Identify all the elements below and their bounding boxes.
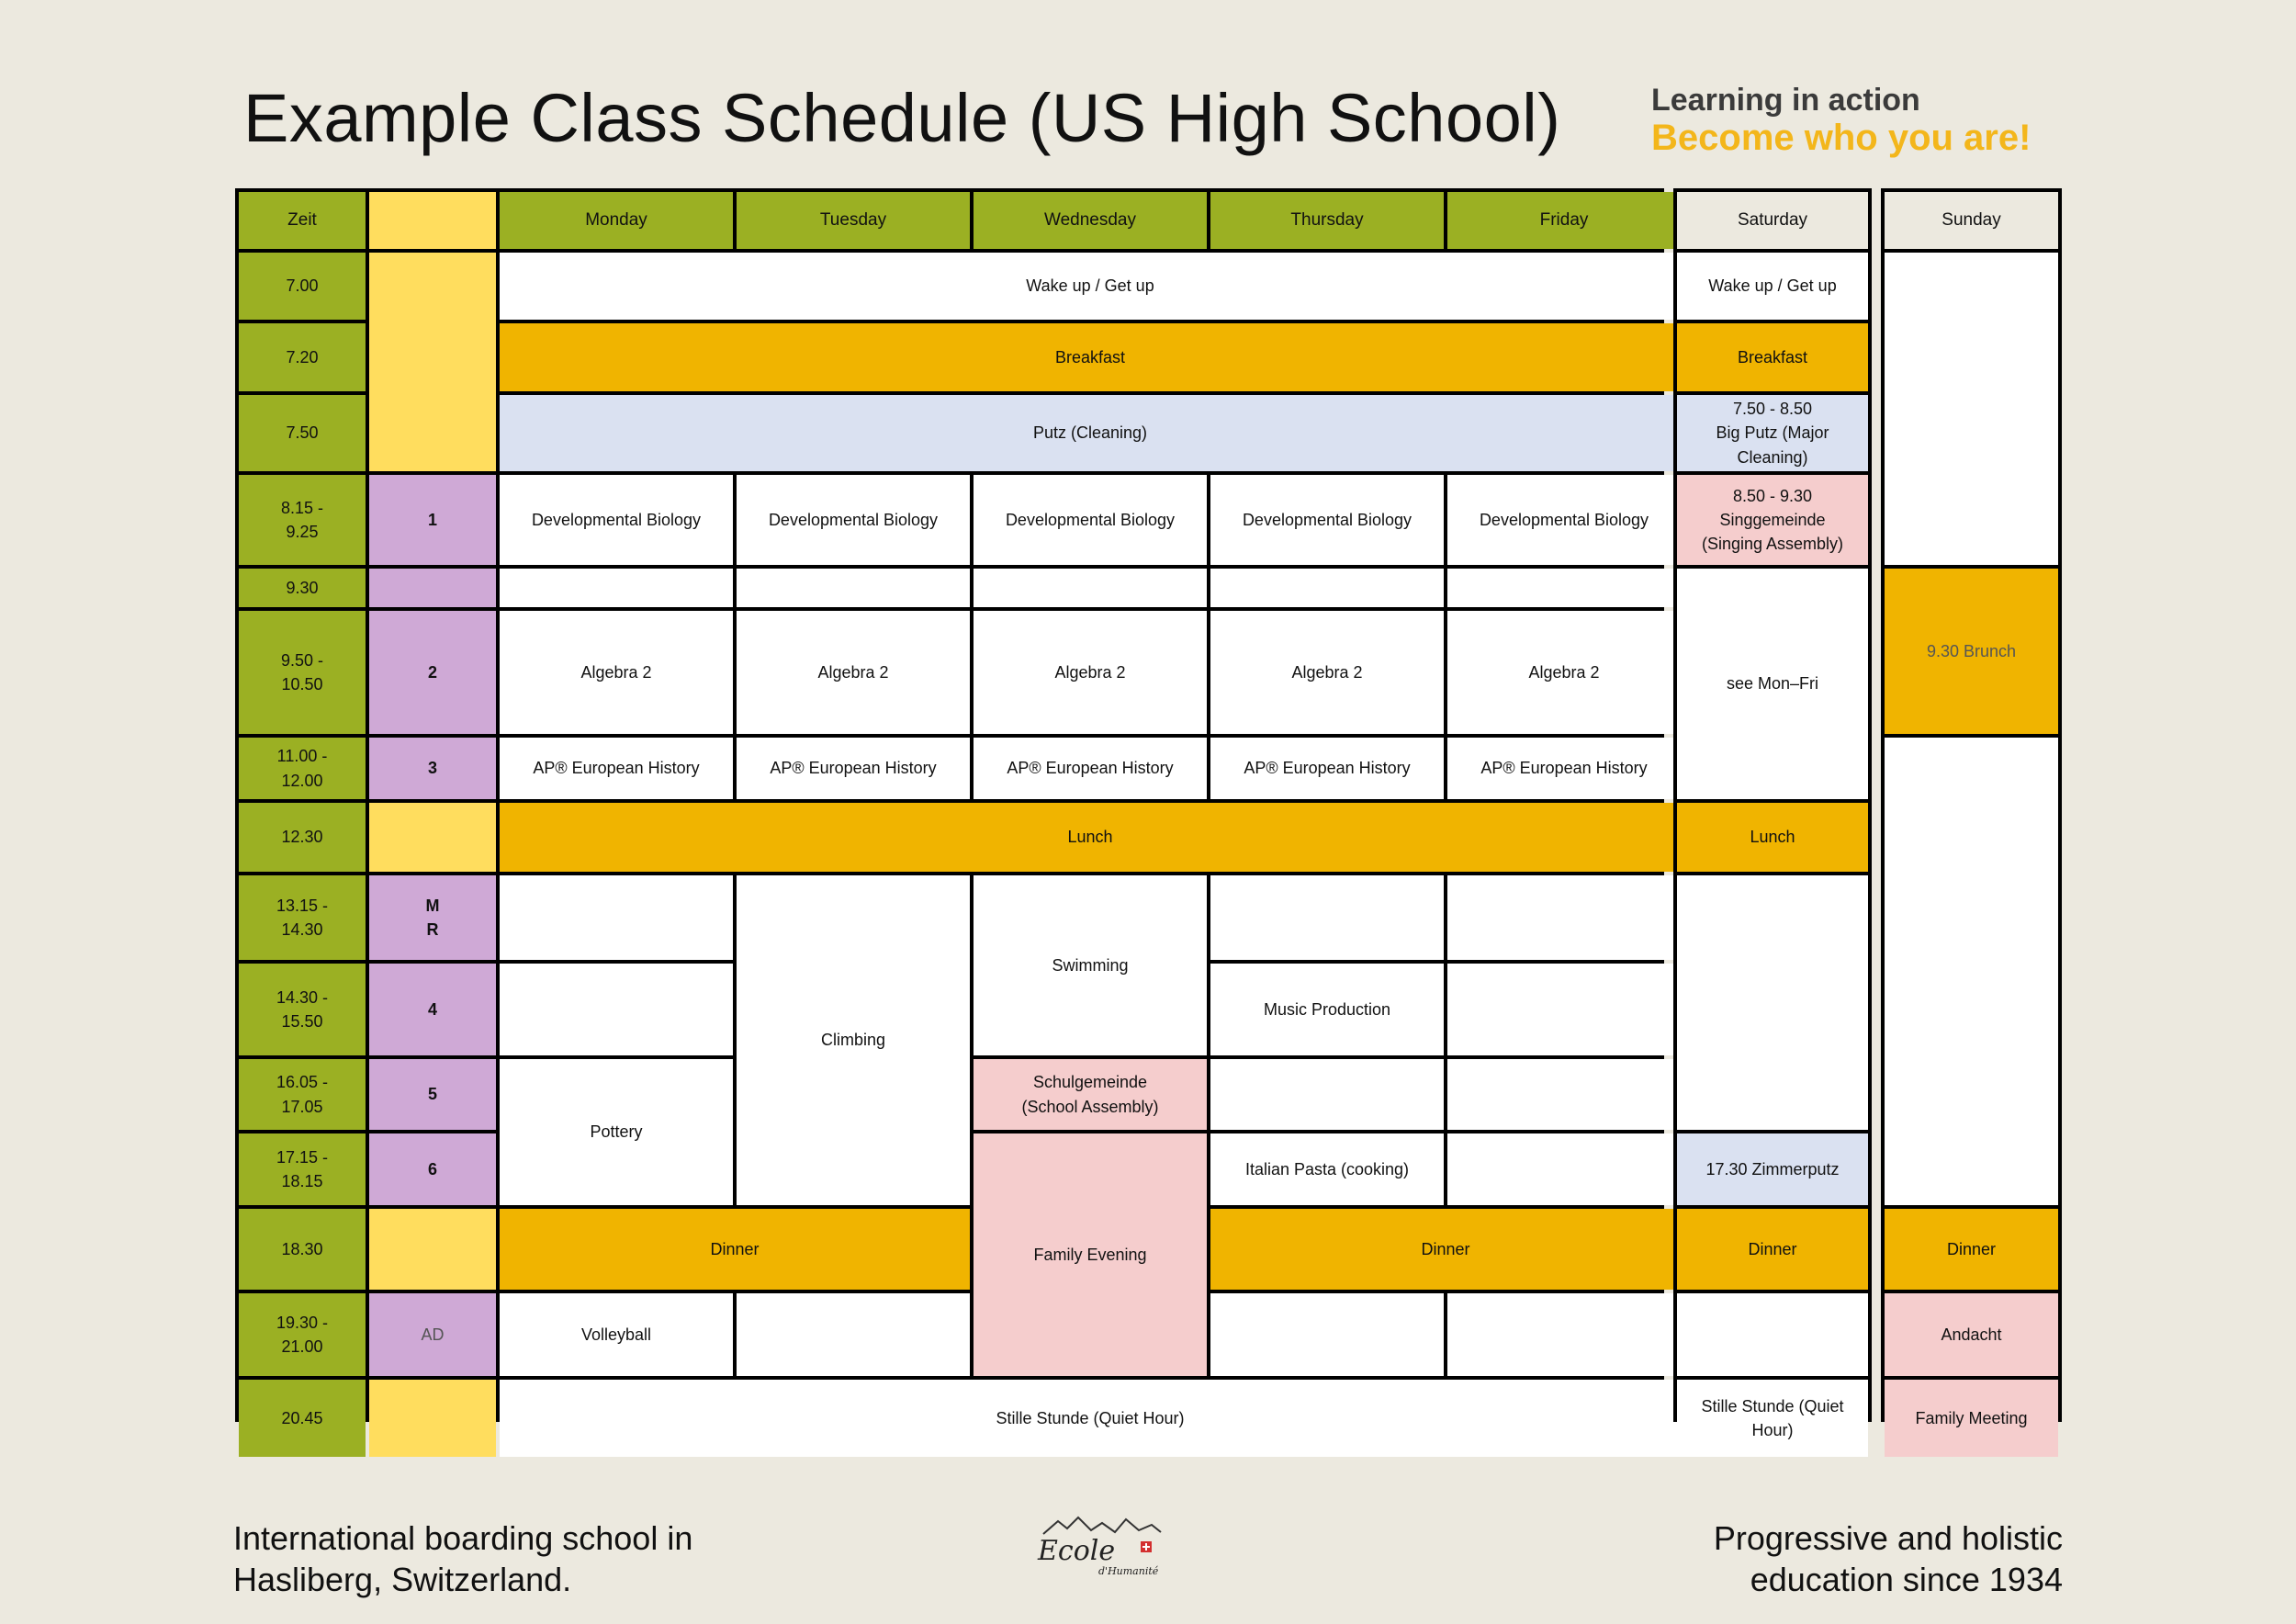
sunday-column bbox=[1881, 188, 2062, 1427]
period-cell: 2 bbox=[369, 611, 496, 734]
sat-big-putz: 7.50 - 8.50 Big Putz (Major Cleaning) bbox=[1677, 395, 1868, 471]
header-zeit: Zeit bbox=[239, 192, 366, 249]
activity-volleyball: Volleyball bbox=[500, 1293, 733, 1376]
empty-cell bbox=[1447, 1133, 1681, 1205]
empty-cell bbox=[737, 1293, 970, 1376]
header-monday: Monday bbox=[500, 192, 733, 249]
period-cell-empty bbox=[369, 803, 496, 872]
event-quiet-hour: Stille Stunde (Quiet Hour) bbox=[500, 1380, 1681, 1457]
activity-swimming: Swimming bbox=[974, 875, 1207, 1055]
class-history: AP® European History bbox=[500, 738, 733, 799]
header-friday: Friday bbox=[1447, 192, 1681, 249]
time-cell: 14.30 - 15.50 bbox=[239, 964, 366, 1055]
period-cell: 4 bbox=[369, 964, 496, 1055]
event-putz: Putz (Cleaning) bbox=[500, 395, 1681, 471]
sat-quiet-hour: Stille Stunde (Quiet Hour) bbox=[1677, 1380, 1868, 1457]
time-cell: 9.30 bbox=[239, 569, 366, 607]
sun-brunch: 9.30 Brunch bbox=[1885, 569, 2058, 734]
sat-zimmerputz: 17.30 Zimmerputz bbox=[1677, 1133, 1868, 1205]
empty-cell bbox=[1210, 569, 1444, 607]
empty-cell bbox=[500, 569, 733, 607]
event-school-assembly: Schulgemeinde (School Assembly) bbox=[974, 1059, 1207, 1130]
header-tuesday: Tuesday bbox=[737, 192, 970, 249]
activity-music-production: Music Production bbox=[1210, 964, 1444, 1055]
empty-cell bbox=[1210, 1059, 1444, 1130]
time-cell: 16.05 - 17.05 bbox=[239, 1059, 366, 1130]
class-biology: Developmental Biology bbox=[974, 475, 1207, 565]
time-cell: 19.30 - 21.00 bbox=[239, 1293, 366, 1376]
period-cell: 6 bbox=[369, 1133, 496, 1205]
empty-cell bbox=[1885, 738, 2058, 1205]
class-history: AP® European History bbox=[1210, 738, 1444, 799]
header-period bbox=[369, 192, 496, 249]
event-lunch: Lunch bbox=[500, 803, 1681, 872]
event-dinner: Dinner bbox=[1210, 1209, 1681, 1290]
time-cell: 7.00 bbox=[239, 253, 366, 320]
logo-wordmark: Ecole bbox=[1038, 1535, 1116, 1567]
period-cell-empty bbox=[369, 253, 496, 471]
period-cell: 5 bbox=[369, 1059, 496, 1130]
empty-cell bbox=[1677, 1293, 1868, 1376]
sat-breakfast: Breakfast bbox=[1677, 323, 1868, 391]
class-algebra: Algebra 2 bbox=[500, 611, 733, 734]
empty-cell bbox=[1447, 569, 1681, 607]
sun-dinner: Dinner bbox=[1885, 1209, 2058, 1290]
class-algebra: Algebra 2 bbox=[1210, 611, 1444, 734]
time-cell: 13.15 - 14.30 bbox=[239, 875, 366, 960]
tagline-learning: Learning in action bbox=[1651, 83, 1920, 118]
period-cell-empty bbox=[369, 1209, 496, 1290]
time-cell: 8.15 - 9.25 bbox=[239, 475, 366, 565]
header-sunday: Sunday bbox=[1885, 192, 2058, 249]
period-cell-empty bbox=[369, 1380, 496, 1457]
class-algebra: Algebra 2 bbox=[737, 611, 970, 734]
class-biology: Developmental Biology bbox=[1447, 475, 1681, 565]
time-cell: 17.15 - 18.15 bbox=[239, 1133, 366, 1205]
weekday-schedule-table bbox=[235, 188, 1664, 1427]
time-cell: 20.45 bbox=[239, 1380, 366, 1457]
activity-climbing: Climbing bbox=[737, 875, 970, 1205]
empty-cell bbox=[1210, 875, 1444, 960]
class-algebra: Algebra 2 bbox=[1447, 611, 1681, 734]
class-algebra: Algebra 2 bbox=[974, 611, 1207, 734]
sat-see-mon-fri: see Mon–Fri bbox=[1677, 569, 1868, 799]
empty-cell bbox=[1210, 1293, 1444, 1376]
time-cell: 7.20 bbox=[239, 323, 366, 391]
class-history: AP® European History bbox=[737, 738, 970, 799]
class-history: AP® European History bbox=[974, 738, 1207, 799]
time-cell: 11.00 - 12.00 bbox=[239, 738, 366, 799]
sun-family-meeting: Family Meeting bbox=[1885, 1380, 2058, 1457]
event-breakfast: Breakfast bbox=[500, 323, 1681, 391]
period-cell: 1 bbox=[369, 475, 496, 565]
footer-right-text: Progressive and holistic education since 1934 bbox=[1713, 1519, 2063, 1598]
header-saturday: Saturday bbox=[1677, 192, 1868, 249]
activity-italian-pasta: Italian Pasta (cooking) bbox=[1210, 1133, 1444, 1205]
class-biology: Developmental Biology bbox=[737, 475, 970, 565]
sun-andacht: Andacht bbox=[1885, 1293, 2058, 1376]
page-title: Example Class Schedule (US High School) bbox=[243, 80, 1561, 156]
empty-cell bbox=[1885, 253, 2058, 565]
sat-lunch: Lunch bbox=[1677, 803, 1868, 872]
empty-cell bbox=[500, 964, 733, 1055]
time-cell: 9.50 - 10.50 bbox=[239, 611, 366, 734]
empty-cell bbox=[1677, 875, 1868, 1130]
event-wake-up: Wake up / Get up bbox=[500, 253, 1681, 320]
time-cell: 12.30 bbox=[239, 803, 366, 872]
empty-cell bbox=[500, 875, 733, 960]
period-cell: AD bbox=[369, 1293, 496, 1376]
school-logo bbox=[1030, 1514, 1174, 1578]
header-wednesday: Wednesday bbox=[974, 192, 1207, 249]
event-dinner: Dinner bbox=[500, 1209, 970, 1290]
period-cell: M R bbox=[369, 875, 496, 960]
empty-cell bbox=[1447, 1059, 1681, 1130]
event-family-evening: Family Evening bbox=[974, 1133, 1207, 1376]
class-history: AP® European History bbox=[1447, 738, 1681, 799]
time-cell: 18.30 bbox=[239, 1209, 366, 1290]
empty-cell bbox=[737, 569, 970, 607]
sat-wake-up: Wake up / Get up bbox=[1677, 253, 1868, 320]
empty-cell bbox=[1447, 875, 1681, 960]
class-biology: Developmental Biology bbox=[500, 475, 733, 565]
class-biology: Developmental Biology bbox=[1210, 475, 1444, 565]
time-cell: 7.50 bbox=[239, 395, 366, 471]
empty-cell bbox=[1447, 964, 1681, 1055]
period-cell-empty bbox=[369, 569, 496, 607]
activity-pottery: Pottery bbox=[500, 1059, 733, 1205]
header-thursday: Thursday bbox=[1210, 192, 1444, 249]
sat-dinner: Dinner bbox=[1677, 1209, 1868, 1290]
logo-subtitle: d'Humanité bbox=[1098, 1565, 1159, 1577]
saturday-column bbox=[1673, 188, 1872, 1439]
footer-left-text: International boarding school in Hasliberg, Switzerland. bbox=[233, 1519, 693, 1598]
empty-cell bbox=[974, 569, 1207, 607]
empty-cell bbox=[1447, 1293, 1681, 1376]
tagline-become: Become who you are! bbox=[1651, 118, 2032, 158]
period-cell: 3 bbox=[369, 738, 496, 799]
sat-singing-assembly: 8.50 - 9.30 Singgemeinde (Singing Assembly) bbox=[1677, 475, 1868, 565]
